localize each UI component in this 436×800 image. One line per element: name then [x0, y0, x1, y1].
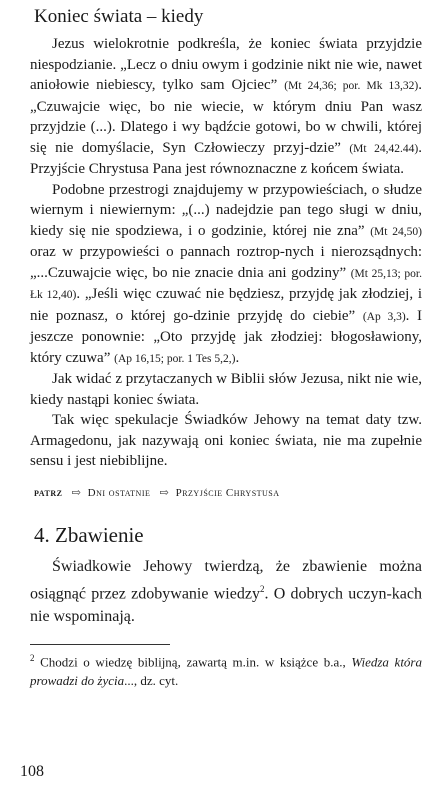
see-also-label: patrz [34, 486, 63, 499]
body-text [30, 34, 422, 472]
footnote-mark[interactable]: 2 [259, 584, 265, 594]
bible-reference: (Mt 24,42.44) [349, 142, 419, 155]
arrow-right-icon: ⇨ [159, 486, 170, 499]
paragraph-text: . „Czuwajcie więc, bo nie wiecie, w którym dniu Pan wasz przyjdzie (...). Dlatego i wy bądźcie gotowi, bo w chwili, której się nie domyślacie, Syn Człowieczy przyj-dzie” [30, 77, 422, 156]
paragraph [30, 34, 422, 180]
footnote-book-title: Wiedza która prowadzi do życia [30, 654, 422, 688]
paragraph-text: . „Jeśli więc czuwać nie będziesz, przyjdę jak złodziej, i nie poznasz, o której go-dzinie przyjdę do ciebie” [30, 286, 422, 324]
paragraph [30, 410, 422, 472]
footnote [30, 649, 422, 689]
footnote-text: Chodzi o wiedzę biblijną, zawartą m.in. w książce b.a., [34, 654, 352, 670]
paragraph-text: . [235, 349, 240, 366]
paragraph-text: . Przyjście Chrystusa Pana jest równoznaczne z końcem świata. [30, 139, 422, 177]
section-text-end: . O dobrych uczyn-kach nie wspominają. [30, 585, 423, 625]
section-title: 4. Zbawienie [34, 522, 144, 547]
bible-reference: (Ap 16,15; por. 1 Tes 5,2,) [114, 352, 236, 365]
arrow-right-icon: ⇨ [71, 486, 82, 499]
paragraph-text: Podobne przestrogi znajdujemy w przypowieściach, o słudze wiernym i niewiernym: „(...) nadejdzie pan tego sługi w dniu, kiedy się nie spodziewa, i o godzinie, której nie zna” [30, 181, 422, 239]
see-also [34, 486, 422, 499]
footnote-tail: ..., dz. cyt. [124, 672, 179, 688]
see-also-link-1[interactable]: Dni ostatnie [87, 486, 151, 499]
bible-reference: (Mt 24,50) [370, 225, 422, 238]
paragraph [30, 369, 422, 410]
paragraph-text: Jezus wielokrotnie podkreśla, że koniec świata przyjdzie niespodzianie. „Lecz o dniu owym i godzinie nikt nie wie, nawet aniołowie niebiescy, tylko sam Ojciec” [30, 36, 422, 93]
page-number: 108 [20, 763, 44, 780]
paragraph-text: oraz w przypowieści o pannach roztrop-nych i nierozsądnych: „...Czuwajcie więc, bo nie znacie dnia ani godziny” [30, 244, 422, 281]
paragraph-text: Jak widać z przytaczanych w Biblii słów Jezusa, nikt nie wie, kiedy nastąpi koniec świata. [30, 371, 422, 408]
see-also-link-2[interactable]: Przyjście Chrystusa [175, 486, 280, 499]
bible-reference: (Mt 25,13; por. Łk 12,40) [30, 267, 422, 301]
paragraph [30, 180, 422, 370]
subheading: Koniec świata – kiedy [34, 6, 204, 27]
footnote-divider [30, 644, 170, 645]
bible-reference: (Mt 24,36; por. Mk 13,32) [284, 80, 419, 92]
section-paragraph [30, 556, 422, 629]
footnote-number: 2 [30, 653, 35, 664]
paragraph-text: . I jeszcze ponownie: „Oto przyjdę jak złodziej: błogosławiony, który czuwa” [30, 307, 423, 366]
paragraph-text: Tak więc spekulacje Świadków Jehowy na temat daty tzw. Armagedonu, jak nazywają oni koniec świata, nie ma zupełnie sensu i jest niebiblijne. [30, 412, 422, 469]
bible-reference: (Ap 3,3) [362, 310, 406, 323]
section-text: Świadkowie Jehowy twierdzą, że zbawienie można osiągnąć przez zdobywanie wiedzy [30, 557, 422, 603]
